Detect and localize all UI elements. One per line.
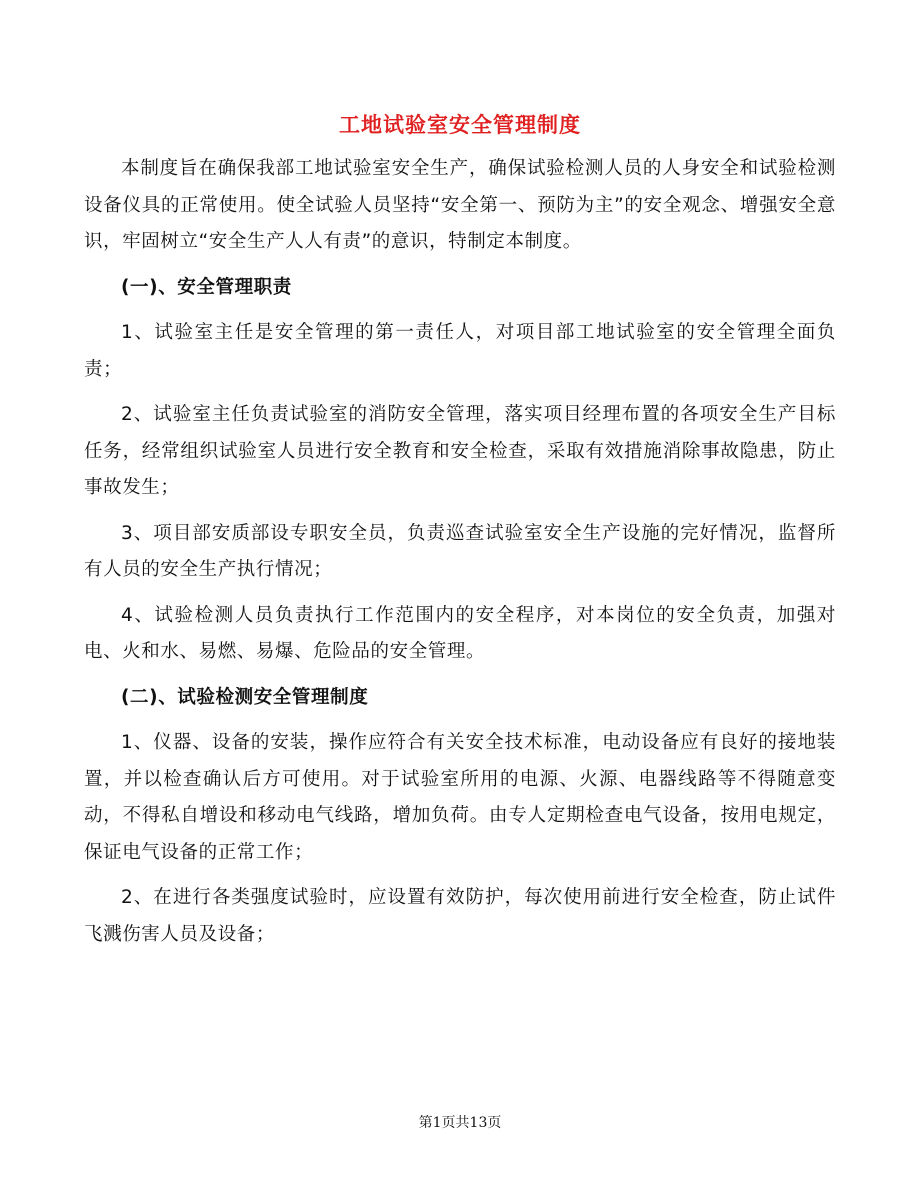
section1-item-4: 4、试验检测人员负责执行工作范围内的安全程序，对本岗位的安全负责，加强对电、火和水、易燃、易爆、危险品的安全管理。 bbox=[84, 604, 836, 662]
section-heading-2: (二)、试验检测安全管理制度 bbox=[121, 686, 369, 708]
section2-item-1: 1、仪器、设备的安装，操作应符合有关安全技术标准，电动设备应有良好的接地装置，并以检查确认后方可使用。对于试验室所用的电源、火源、电器线路等不得随意变动，不得私自增设和移动电气线路，增加负荷。由专人定期检查电气设备，按用电规定，保证电气设备的正常工作； bbox=[84, 732, 836, 863]
section1-item-1: 1、试验室主任是安全管理的第一责任人，对项目部工地试验室的安全管理全面负责； bbox=[84, 322, 836, 380]
page-number-footer: 第1页共13页 bbox=[418, 1115, 502, 1131]
document-body bbox=[84, 104, 836, 962]
intro-paragraph: 本制度旨在确保我部工地试验室安全生产，确保试验检测人员的人身安全和试验检测设备仪具的正常使用。使全试验人员坚持“安全第一、预防为主”的安全观念、增强安全意识，牢固树立“安全生产人人有责”的意识，特制定本制度。 bbox=[84, 158, 836, 252]
section1-item-2: 2、试验室主任负责试验室的消防安全管理，落实项目经理布置的各项安全生产目标任务，经常组织试验室人员进行安全教育和安全检查，采取有效措施消除事故隐患，防止事故发生； bbox=[84, 404, 836, 498]
section-heading-1: (一)、安全管理职责 bbox=[121, 276, 292, 298]
section1-item-3: 3、项目部安质部设专职安全员，负责巡查试验室安全生产设施的完好情况，监督所有人员的安全生产执行情况； bbox=[84, 522, 836, 580]
section2-item-2: 2、在进行各类强度试验时，应设置有效防护，每次使用前进行安全检查，防止试件飞溅伤害人员及设备； bbox=[84, 887, 836, 945]
document-title: 工地试验室安全管理制度 bbox=[339, 113, 581, 137]
